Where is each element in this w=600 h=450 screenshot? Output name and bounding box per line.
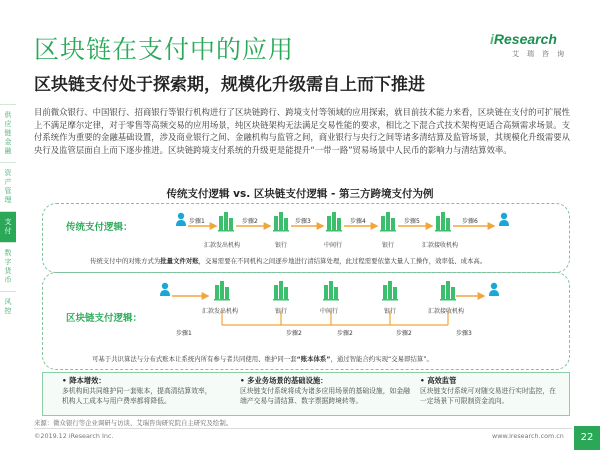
caption-text: 可基于共识算法与分布式账本让系统内所有参与者共同使用、维护同一套 <box>92 355 297 363</box>
page-title: 区块链在支付中的应用 <box>34 35 295 64</box>
receiver-person-icon <box>499 213 509 226</box>
body-paragraph: 目前微众银行、中国银行、招商银行等银行机构进行了区块链跨行、跨境支付等领域的应用探索，就目前技术能力来看，区块链在支付的可扩展性上不满足摩尔定律，对于零售等高频交易的应用场景，纯区块链架构无法满足交易性能的要求，相比之下混合式技术架构更适合高频需求场景。支付系统作为重要的金融基础设置，涉及商业银行之间、金融机构与监管之间，商业银行与央行之间等诸多清结算及监管场景，其规模化升级需要从央行及监管层面自上而下逐步推进。区块链跨境支付系统的升级更是能提升“一带一路”贸易场景中人民币的影响力与清结算效率。 <box>34 107 570 155</box>
step-label: 步骤2 <box>286 330 302 337</box>
benefit-heading: • 多业务场景的基础设施： <box>240 376 328 385</box>
nav-label: 数 字 货 币 <box>4 249 12 284</box>
sender-institution-icon <box>218 212 234 232</box>
step-label: 步骤1 <box>176 330 192 337</box>
step-label: 步骤2 <box>337 330 353 337</box>
sender-person-icon <box>160 283 170 296</box>
page-subtitle: 区块链支付处于探索期，规模化升级需自上而下推进 <box>34 75 425 95</box>
bank-label-intermediary: 中间行 <box>324 242 343 249</box>
diagram-title: 传统支付逻辑 vs. 区块链支付逻辑 - 第三方跨境支付为例 <box>166 188 434 200</box>
blockchain-caption <box>92 354 433 363</box>
logo-sub: 艾瑞咨询 <box>512 50 572 58</box>
traditional-payment-label: 传统支付逻辑： <box>66 222 133 233</box>
logo-main: Research <box>493 31 557 47</box>
footer-website[interactable]: www.iresearch.com.cn <box>492 432 564 440</box>
receiver-institution-icon <box>435 212 451 232</box>
bank-label-intermediary: 中间行 <box>320 308 339 315</box>
bank-label-bank: 银行 <box>275 308 288 315</box>
nav-label: 风 控 <box>4 298 12 315</box>
step-label: 步骤3 <box>295 218 311 225</box>
benefit-text: 多机构间共同维护同一套账本，提高清结算效率，机构人工成本与用户费率都将降低。 <box>62 387 212 405</box>
intermediary-bank-icon <box>326 212 342 232</box>
benefit-text: 区块链支付系统将成为诸多应用场景的基础设施，如金融端产交易与清结算、数字票据跨境转等。 <box>240 387 410 405</box>
bank-label-receiver: 汇款接收机构 <box>422 242 459 249</box>
caption-text: 传统支付中的对账方式为 <box>90 257 161 265</box>
step-label: 步骤6 <box>462 218 478 225</box>
benefit-heading: • 降本增效： <box>62 376 106 385</box>
receiver-person-icon <box>489 283 499 296</box>
source-note: 来源：微众银行等企业调研与访谈、艾瑞咨询研究院自主研究及绘制。 <box>34 419 233 427</box>
bank-icon <box>382 281 398 301</box>
sender-institution-icon <box>214 281 230 301</box>
bank-label-receiver: 汇款接收机构 <box>428 308 465 315</box>
footer-copyright: ©2019.12 iResearch Inc. <box>34 432 114 440</box>
step-label: 步骤2 <box>242 218 258 225</box>
blockchain-flow <box>160 281 499 325</box>
bank-label-sender: 汇款发出机构 <box>204 242 241 249</box>
caption-emphasis: “账本体系” <box>296 355 331 363</box>
page-number: 22 <box>574 426 600 450</box>
benefit-cost-efficiency <box>62 376 212 406</box>
nav-label: 供 应 链 金 融 <box>4 111 12 155</box>
bank-label-sender: 汇款发出机构 <box>202 308 239 315</box>
logo-i: i <box>490 31 494 47</box>
intermediary-bank-icon <box>323 281 339 301</box>
footer-divider <box>34 428 572 429</box>
caption-text: ，交易需要在不同机构之间逐步地进行清结算处理，此过程需要依靠大量人工操作，效率低、成本高。 <box>198 257 487 265</box>
step-label: 步骤4 <box>350 218 366 225</box>
benefit-infrastructure <box>240 376 410 406</box>
step-label: 步骤1 <box>189 218 205 225</box>
caption-emphasis: 批量文件对账 <box>160 257 199 265</box>
nav-label: 资 产 管 理 <box>4 169 12 204</box>
step-label: 步骤3 <box>456 330 472 337</box>
step-label: 步骤5 <box>404 218 420 225</box>
benefit-text: 区块链支付系统可对随交易进行实时监控，在一定场景下可限制资金流向。 <box>420 387 556 405</box>
step-label: 步骤2 <box>396 330 412 337</box>
nav-label: 支 付 <box>4 218 12 235</box>
bank-icon <box>273 281 289 301</box>
caption-text: ，通过智能合约实现“交易即结算”。 <box>330 355 433 363</box>
benefit-heading: • 高效监管 <box>420 376 457 385</box>
benefit-supervision <box>420 376 560 406</box>
sender-person-icon <box>176 213 186 226</box>
traditional-caption <box>90 256 486 265</box>
blockchain-payment-label: 区块链支付逻辑： <box>66 313 143 324</box>
bank-label-bank: 银行 <box>384 308 397 315</box>
receiver-institution-icon <box>440 281 456 301</box>
bank-icon <box>273 212 289 232</box>
bank-label-bank: 银行 <box>275 242 288 249</box>
bank-icon <box>380 212 396 232</box>
traditional-flow <box>176 212 509 232</box>
bank-label-bank: 银行 <box>382 242 395 249</box>
